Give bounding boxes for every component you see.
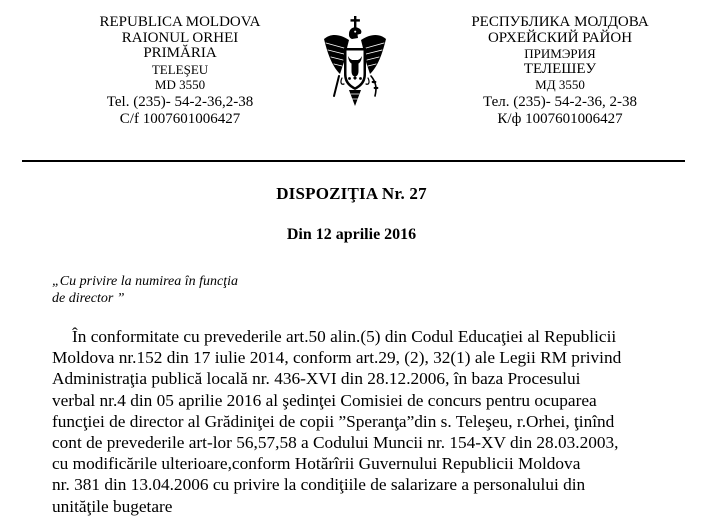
- header-country-ru: РЕСПУБЛИКА МОЛДОВА: [471, 14, 649, 30]
- body-line: Administraţia publică locală nr. 436-XVI din 28.12.2006, în baza Procesului: [52, 369, 581, 389]
- body-line: nr. 381 din 13.04.2006 cu privire la condiţiile de salarizare a personalului din: [52, 475, 586, 495]
- header-phone-ru: Тел. (235)- 54-2-36, 2-38: [483, 93, 637, 110]
- body-line: cont de prevederile art-lor 56,57,58 a Codului Muncii nr. 154-XV din 28.03.2003,: [52, 433, 619, 453]
- header-divider: [22, 160, 685, 162]
- header-village-ro: TELEŞEU: [151, 61, 209, 77]
- header-institution-ru: ПРИМЭРИЯ: [524, 46, 596, 61]
- header-fiscal-ro: C/f 1007601006427: [119, 110, 241, 127]
- body-line: verbal nr.4 din 05 aprilie 2016 al şedinţei Comisiei de concurs pentru ocuparea: [52, 390, 597, 410]
- header-fiscal-ru: К/ф 1007601006427: [497, 110, 623, 127]
- document-title: DISPOZIŢIA Nr. 27: [276, 184, 427, 203]
- header-village-ru: ТЕЛЕШЕУ: [523, 60, 597, 77]
- body-line: Moldova nr.152 din 17 iulie 2014, conform art.29, (2), 32(1) ale Legii RM privind: [52, 348, 622, 368]
- body-line: cu modificările ulterioare,conform Hotărîrii Guvernului Republicii Moldova: [52, 454, 581, 474]
- body-line: În conformitate cu prevederile art.50 alin.(5) din Codul Educaţiei al Republicii: [72, 327, 617, 346]
- header-district-ro: RAIONUL ORHEI: [121, 29, 239, 46]
- document-date: Din 12 aprilie 2016: [286, 226, 417, 243]
- subject-line: „Cu privire la numirea în funcţia: [52, 274, 239, 289]
- header-institution-ro: PRIMĂRIA: [143, 45, 217, 61]
- header-right-block: [435, 15, 685, 127]
- header-postal-ru: МД 3550: [535, 77, 585, 92]
- header-left-block: [55, 15, 305, 127]
- document-subject: [52, 273, 238, 307]
- body-line: unităţile bugetare: [52, 496, 173, 516]
- header-district-ru: ОРХЕЙСКИЙ РАЙОН: [487, 29, 633, 46]
- subject-line: de director ”: [52, 291, 125, 306]
- body-line: funcţiei de director al Grădiniţei de copii ”Speranţa”din s. Teleşeu, r.Orhei, ţinînd: [52, 411, 615, 431]
- header-phone-ro: Tel. (235)- 54-2-36,2-38: [106, 93, 254, 110]
- header-country-ro: REPUBLICA MOLDOVA: [99, 14, 261, 30]
- header-postal-ro: MD 3550: [154, 77, 206, 92]
- moldova-coat-of-arms-icon: [322, 16, 388, 132]
- document-body: [52, 326, 685, 517]
